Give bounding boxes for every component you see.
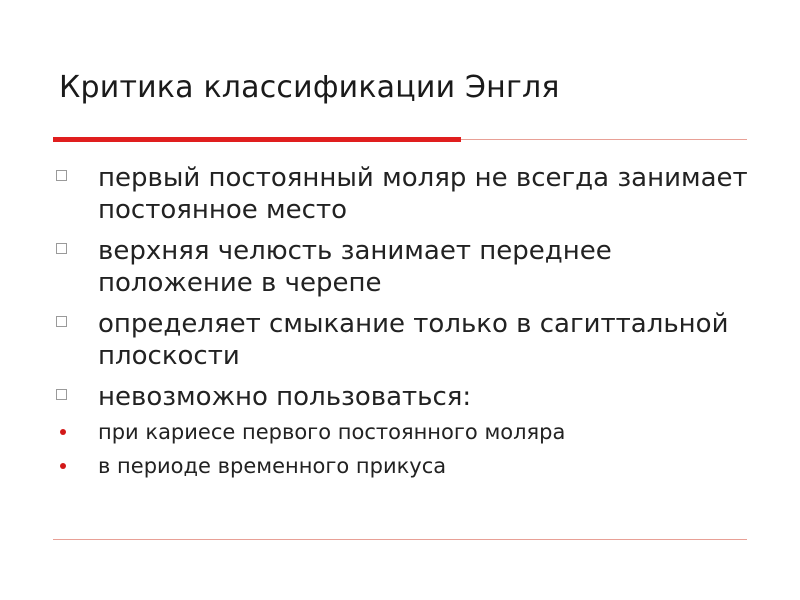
sub-bullet-group bbox=[50, 419, 770, 479]
footer-rule bbox=[53, 539, 747, 540]
bullet-text: определяет смыкание только в сагиттальной плоскости bbox=[98, 309, 729, 371]
bullet-list bbox=[50, 162, 770, 487]
sub-bullet-list bbox=[50, 419, 770, 479]
sub-bullet-item bbox=[50, 453, 770, 479]
sub-bullet-text: при кариесе первого постоянного моляра bbox=[98, 420, 566, 444]
title-underline-accent bbox=[53, 137, 461, 142]
bullet-item bbox=[50, 381, 770, 413]
round-bullet-icon bbox=[60, 463, 66, 469]
bullet-text: верхняя челюсть занимает переднее положение в черепе bbox=[98, 236, 612, 298]
bullet-item bbox=[50, 162, 770, 226]
square-bullet-icon bbox=[56, 243, 67, 254]
bullet-item bbox=[50, 308, 770, 372]
sub-bullet-text: в периоде временного прикуса bbox=[98, 454, 447, 478]
round-bullet-icon bbox=[60, 429, 66, 435]
sub-bullet-item bbox=[50, 419, 770, 445]
square-bullet-icon bbox=[56, 389, 67, 400]
square-bullet-icon bbox=[56, 316, 67, 327]
bullet-item bbox=[50, 235, 770, 299]
bullet-text: невозможно пользоваться: bbox=[98, 382, 472, 412]
bullet-text: первый постоянный моляр не всегда занимает постоянное место bbox=[98, 163, 748, 225]
square-bullet-icon bbox=[56, 170, 67, 181]
slide-title: Критика классификации Энгля bbox=[59, 70, 560, 105]
